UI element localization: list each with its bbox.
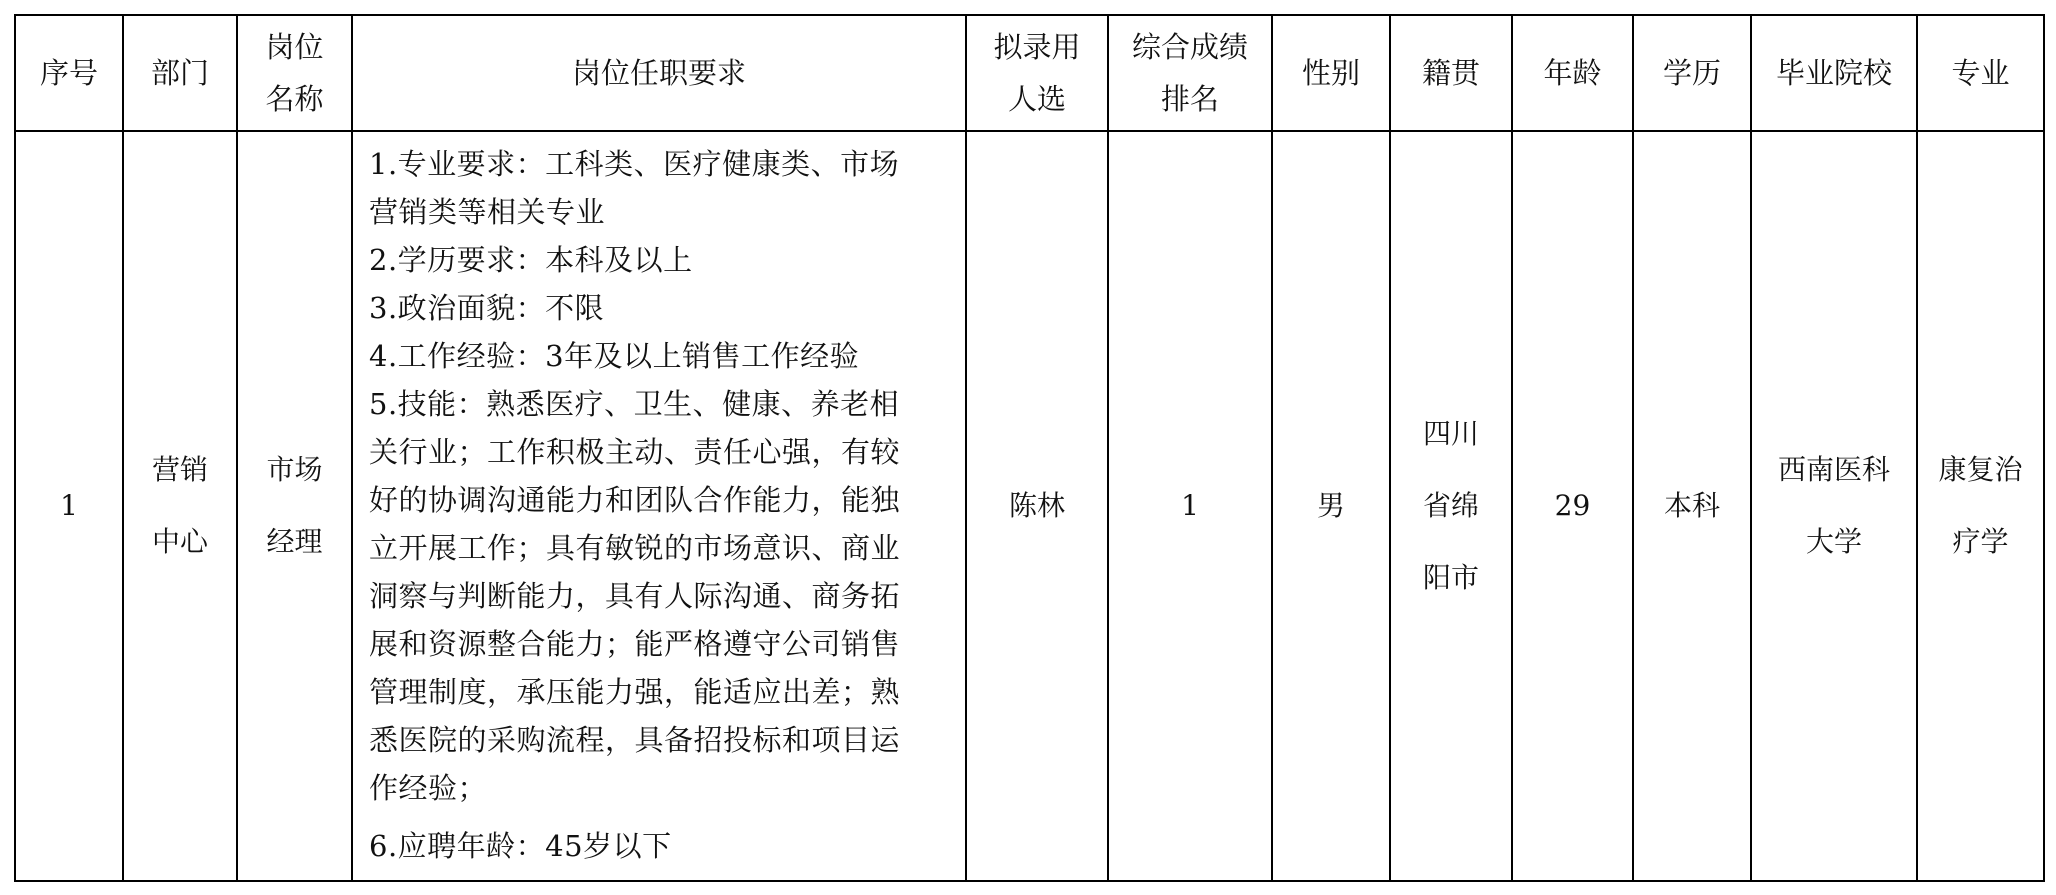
cell-school-line2: 大学 <box>1805 525 1862 558</box>
requirement-line: 悉医院的采购流程，具备招投标和项目运 <box>369 723 901 757</box>
requirement-line: 关行业；工作积极主动、责任心强，有较 <box>369 435 901 469</box>
requirement-line: 6.应聘年龄：45岁以下 <box>369 829 672 863</box>
cell-candidate: 陈林 <box>966 131 1108 881</box>
header-requirements: 岗位任职要求 <box>352 15 966 131</box>
table-row <box>15 131 2044 881</box>
cell-gender: 男 <box>1272 131 1390 881</box>
header-candidate <box>966 15 1108 131</box>
cell-rank: 1 <box>1108 131 1272 881</box>
header-candidate-line1: 拟录用 <box>993 30 1081 64</box>
recruitment-table <box>14 14 2045 882</box>
requirement-line: 营销类等相关专业 <box>369 195 606 229</box>
requirement-line: 管理制度，承压能力强，能适应出差；熟 <box>369 675 901 709</box>
cell-school <box>1751 131 1917 881</box>
header-post <box>237 15 352 131</box>
header-row <box>15 15 2044 131</box>
header-gender: 性别 <box>1272 15 1390 131</box>
cell-post-line2: 经理 <box>266 525 323 558</box>
header-education: 学历 <box>1633 15 1751 131</box>
header-origin: 籍贯 <box>1390 15 1512 131</box>
header-school: 毕业院校 <box>1751 15 1917 131</box>
header-age: 年龄 <box>1512 15 1633 131</box>
cell-dept <box>123 131 237 881</box>
cell-dept-line1: 营销 <box>151 453 208 486</box>
requirement-line: 3.政治面貌：不限 <box>369 291 605 325</box>
requirement-line: 5.技能：熟悉医疗、卫生、健康、养老相 <box>369 387 900 421</box>
header-candidate-line2: 人选 <box>1007 82 1066 116</box>
cell-seq: 1 <box>15 131 123 881</box>
requirement-line: 作经验； <box>369 771 488 805</box>
cell-major-line2: 疗学 <box>1952 525 2009 558</box>
cell-age: 29 <box>1512 131 1633 881</box>
cell-dept-line2: 中心 <box>151 525 208 558</box>
cell-origin-line2: 省绵 <box>1422 489 1479 522</box>
cell-school-line1: 西南医科 <box>1777 453 1890 486</box>
header-post-line1: 岗位 <box>265 30 324 64</box>
header-rank-line1: 综合成绩 <box>1131 30 1248 64</box>
requirement-line: 洞察与判断能力，具有人际沟通、商务拓 <box>369 579 901 613</box>
requirement-line: 好的协调沟通能力和团队合作能力，能独 <box>369 483 901 517</box>
header-rank-line2: 排名 <box>1160 82 1219 116</box>
cell-education: 本科 <box>1633 131 1751 881</box>
header-post-line2: 名称 <box>265 82 324 116</box>
requirement-line: 立开展工作；具有敏锐的市场意识、商业 <box>369 531 901 565</box>
header-seq: 序号 <box>15 15 123 131</box>
cell-origin <box>1390 131 1512 881</box>
cell-requirements <box>352 131 966 881</box>
cell-major-line1: 康复治 <box>1938 453 2023 486</box>
requirement-line: 2.学历要求：本科及以上 <box>369 243 693 277</box>
requirement-line: 展和资源整合能力；能严格遵守公司销售 <box>369 627 901 661</box>
cell-origin-line3: 阳市 <box>1422 561 1479 594</box>
requirement-line: 1.专业要求：工科类、医疗健康类、市场 <box>369 147 900 181</box>
cell-post <box>237 131 352 881</box>
requirement-line: 4.工作经验：3年及以上销售工作经验 <box>369 339 860 373</box>
header-dept: 部门 <box>123 15 237 131</box>
cell-post-line1: 市场 <box>266 453 323 486</box>
header-rank <box>1108 15 1272 131</box>
header-major: 专业 <box>1917 15 2044 131</box>
cell-major <box>1917 131 2044 881</box>
cell-origin-line1: 四川 <box>1422 417 1479 450</box>
